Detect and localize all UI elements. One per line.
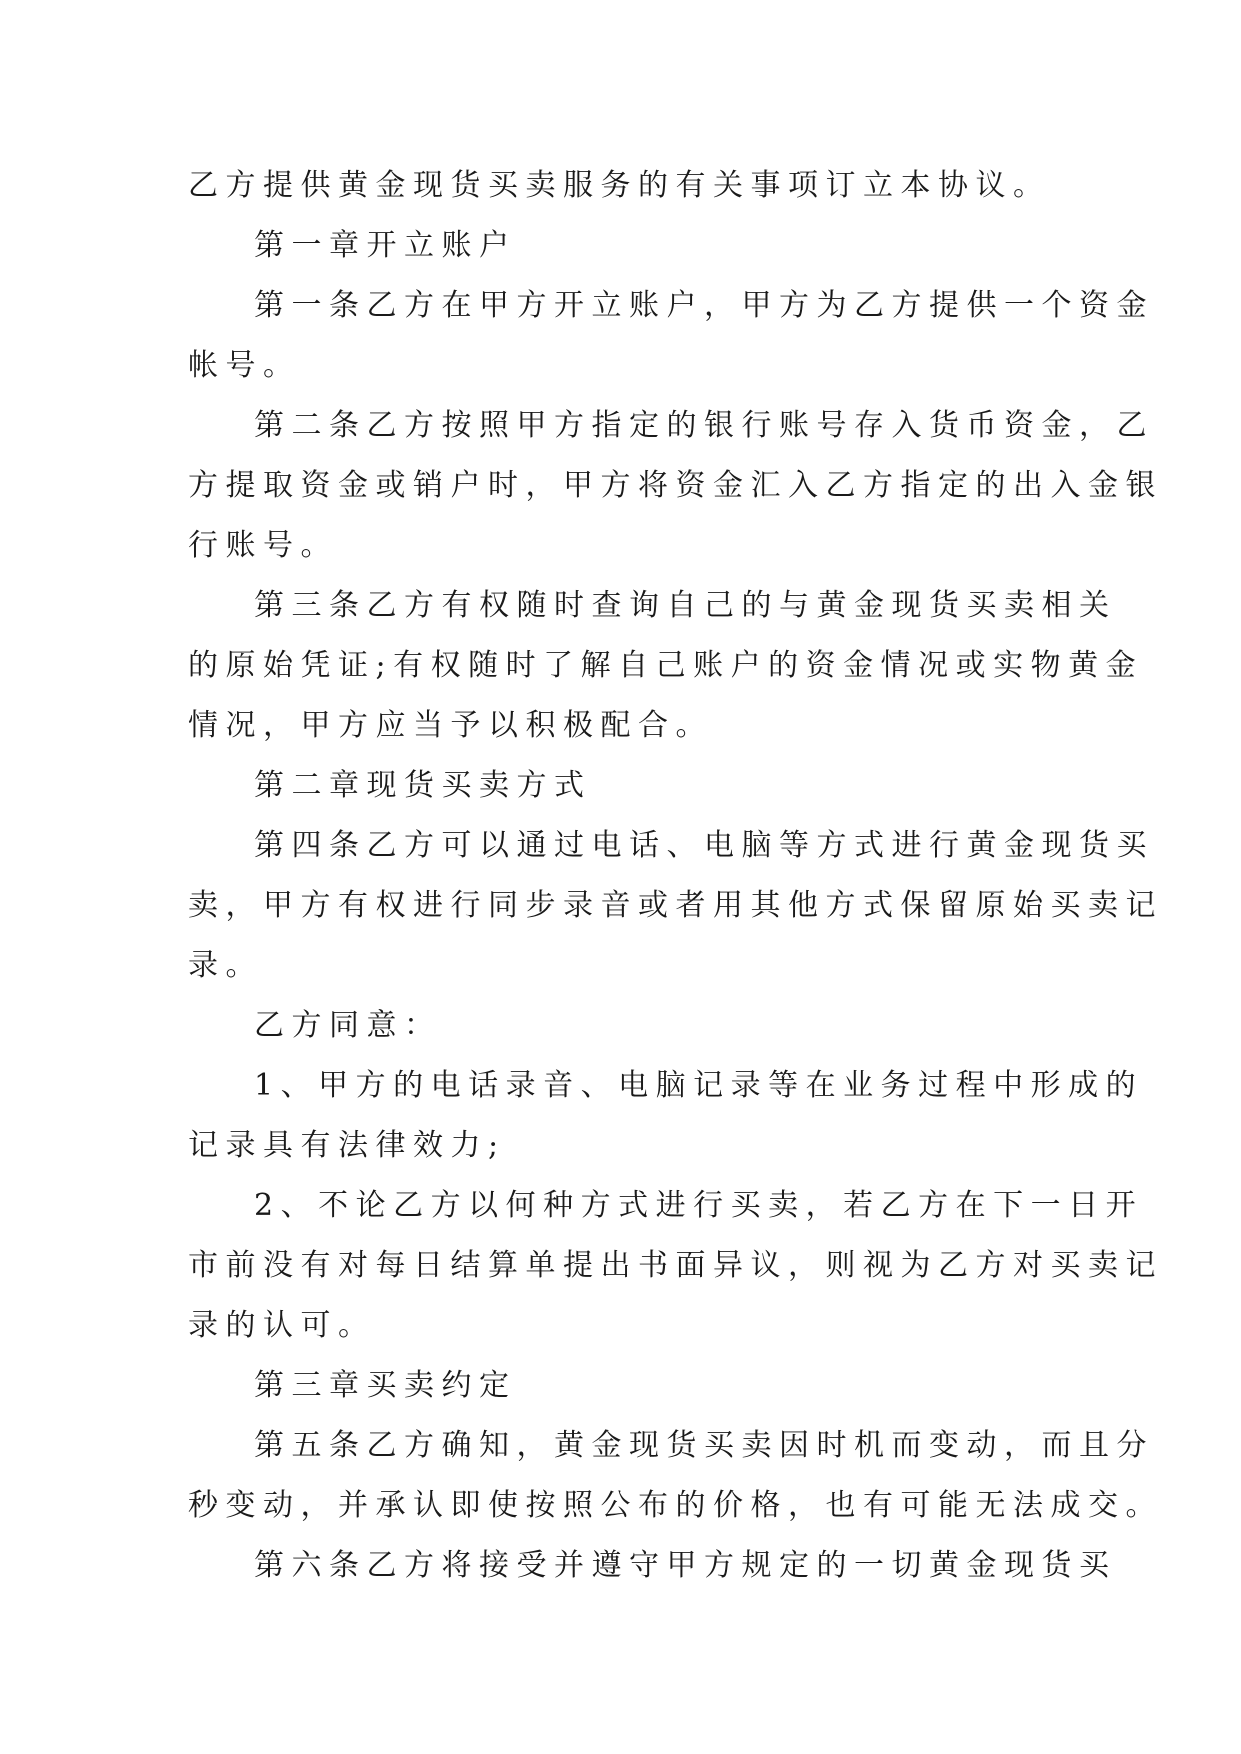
chapter-heading: 第一章开立账户 — [254, 228, 517, 263]
text-line: 市前没有对每日结算单提出书面异议，则视为乙方对买卖记 — [188, 1248, 1163, 1283]
text-line: 方提取资金或销户时，甲方将资金汇入乙方指定的出入金银 — [188, 468, 1163, 503]
text-line: 的原始凭证;有权随时了解自己账户的资金情况或实物黄金 — [188, 648, 1144, 683]
text-line: 第四条乙方可以通过电话、电脑等方式进行黄金现货买 — [254, 828, 1154, 863]
text-line: 第二条乙方按照甲方指定的银行账号存入货币资金，乙 — [254, 408, 1154, 443]
text-line: 2、不论乙方以何种方式进行买卖，若乙方在下一日开 — [254, 1188, 1144, 1223]
chapter-heading: 第三章买卖约定 — [254, 1368, 517, 1403]
text-line: 录的认可。 — [188, 1308, 376, 1343]
text-line: 第六条乙方将接受并遵守甲方规定的一切黄金现货买 — [254, 1548, 1117, 1583]
text-line: 行账号。 — [188, 528, 338, 563]
text-line: 第三条乙方有权随时查询自己的与黄金现货买卖相关 — [254, 588, 1117, 623]
text-line: 情况，甲方应当予以积极配合。 — [188, 708, 713, 743]
text-line: 第五条乙方确知，黄金现货买卖因时机而变动，而且分 — [254, 1428, 1154, 1463]
chapter-heading: 第二章现货买卖方式 — [254, 768, 592, 803]
text-line: 乙方提供黄金现货买卖服务的有关事项订立本协议。 — [188, 168, 1051, 203]
text-line: 1、甲方的电话录音、电脑记录等在业务过程中形成的 — [254, 1068, 1144, 1103]
text-line: 记录具有法律效力; — [188, 1128, 506, 1163]
text-line: 第一条乙方在甲方开立账户，甲方为乙方提供一个资金 — [254, 288, 1154, 323]
text-line: 卖，甲方有权进行同步录音或者用其他方式保留原始买卖记 — [188, 888, 1163, 923]
document-body — [188, 156, 1163, 1596]
text-line: 帐号。 — [188, 348, 301, 383]
text-line: 录。 — [188, 948, 263, 983]
text-line: 秒变动，并承认即使按照公布的价格，也有可能无法成交。 — [188, 1488, 1163, 1523]
text-line: 乙方同意： — [254, 1008, 442, 1043]
